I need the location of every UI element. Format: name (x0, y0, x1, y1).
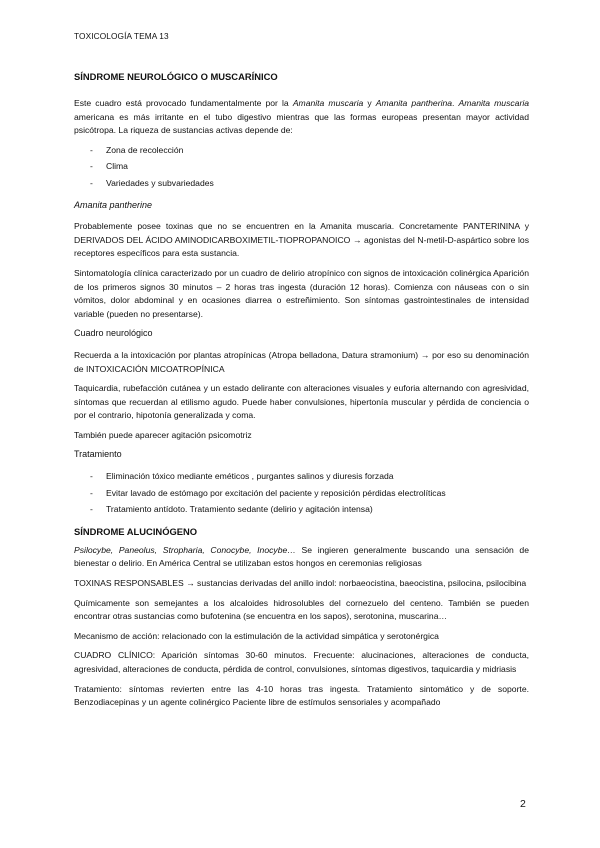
subheading-neurological: Cuadro neurológico (74, 328, 153, 339)
paragraph-agitation: También puede aparecer agitación psicomotriz (74, 429, 252, 440)
subheading-treatment: Tratamiento (74, 449, 122, 460)
list-item: - Zona de recolección (74, 144, 529, 158)
species-amanita-muscaria-2: Amanita muscaria (458, 98, 530, 108)
species-amanita-pantherina: Amanita pantherina (375, 98, 453, 108)
paragraph-clinical: CUADRO CLÍNICO: Aparición síntomas 30-60 minutos. Frecuente: alucinaciones, alteraciones de conducta, agresividad, alteraciones de conducta, pérdida de control, convulsiones, síntomas digestivos, taquicardia y midriasis (74, 650, 529, 674)
list-item: - Tratamiento antídoto. Tratamiento sedante (delirio y agitación intensa) (74, 503, 529, 517)
intro-text-c: y (363, 98, 376, 108)
page-header: TOXICOLOGÍA TEMA 13 (74, 31, 169, 41)
list-item: - Eliminación tóxico mediante eméticos , purgantes salinos y diuresis forzada (74, 470, 529, 484)
paragraph-chemistry: Químicamente son semejantes a los alcaloides hidrosolubles del cornezuelo del centeno. También se pueden encontrar otras sustancias como bufotenina (se encuentra en los sapos), serotonina, muscarina… (74, 597, 529, 622)
subheading-pantherine: Amanita pantherine (74, 199, 153, 210)
paragraph-tachycardia: Taquicardia, rubefacción cutánea y un estado delirante con alteraciones visuales y euforia alternando con agresividad, síntomas que recuerdan al etilismo agudo. Puede haber convulsiones, hipertonía muscular y pérdida de conciencia o por el contrario, hipotonía generalizada y coma. (74, 383, 529, 421)
paragraph-neurological: Recuerda a la intoxicación por plantas atropínicas (Atropa belladona, Datura stramonium) → por eso su denominación de INTOXICACIÓN MICOATROPÍNICA (74, 349, 529, 374)
page-number: 2 (520, 798, 526, 810)
treatment-list (74, 470, 529, 517)
paragraph-hallucinogenic-intro (74, 544, 529, 571)
species-amanita-muscaria: Amanita muscaria (292, 98, 364, 108)
list-item: - Variedades y subvariedades (74, 177, 529, 191)
paragraph-mechanism: Mecanismo de acción: relacionado con la estimulación de la actividad simpática y serotonérgica (74, 630, 439, 641)
intro-text-g: americana es más irritante en el tubo digestivo mientras que las formas europeas presentan mayor actividad psicótropa. La riqueza de sustancias activas depende de: (74, 111, 529, 136)
paragraph-treatment: Tratamiento: síntomas revierten entre las 4-10 horas tras ingesta. Tratamiento sintomático y de soporte. Benzodiacepinas y un agente colinérgico Paciente libre de estímulos sensoriales y acompañado (74, 683, 529, 708)
intro-rest: Se ingieren generalmente buscando una sensación de bienestar o delirio. En América Central se utilizaban estos hongos en ceremonias religiosas (74, 544, 529, 569)
intro-text-e: . (452, 98, 459, 108)
section-title-hallucinogenic: SÍNDROME ALUCINÓGENO (74, 525, 198, 537)
intro-text-a: Este cuadro está provocado fundamentalmente por la (74, 98, 293, 108)
paragraph-responsible-toxins: TOXINAS RESPONSABLES → sustancias derivadas del anillo indol: norbaeocistina, baeocistina, psilocina, psilocibina (74, 578, 527, 589)
paragraph-intro (74, 97, 529, 138)
paragraph-toxins: Probablemente posee toxinas que no se encuentren en la Amanita muscaria. Concretamente PANTERININA y DERIVADOS DEL ÁCIDO AMINODICARBOXIMETIL-TIOPROPANOICO → agonistas del N-metil-D-aspártico sobre los receptores específicos para esta sustancia. (74, 221, 529, 259)
paragraph-symptoms: Sintomatología clínica caracterizado por un cuadro de delirio atropínico con signos de intoxicación colinérgica Aparición de los primeros signos 30 minutos – 2 horas tras ingesta (duración 12 horas). Comienza con náuseas con o sin vómitos, dolor abdominal y en ocasiones diarrea o estreñimiento. Son síntomas gastrointestinales de intensidad variable (pueden no presentarse). (74, 267, 529, 319)
page-content (74, 70, 529, 716)
section-title-neurological: SÍNDROME NEUROLÓGICO O MUSCARÍNICO (74, 71, 278, 82)
species-list: Psilocybe, Paneolus, Stropharia, Conocybe, Inocybe… (74, 544, 296, 555)
list-item: - Clima (74, 160, 529, 174)
factors-list (74, 144, 529, 191)
list-item: - Evitar lavado de estómago por excitación del paciente y reposición pérdidas electrolíticas (74, 487, 529, 501)
